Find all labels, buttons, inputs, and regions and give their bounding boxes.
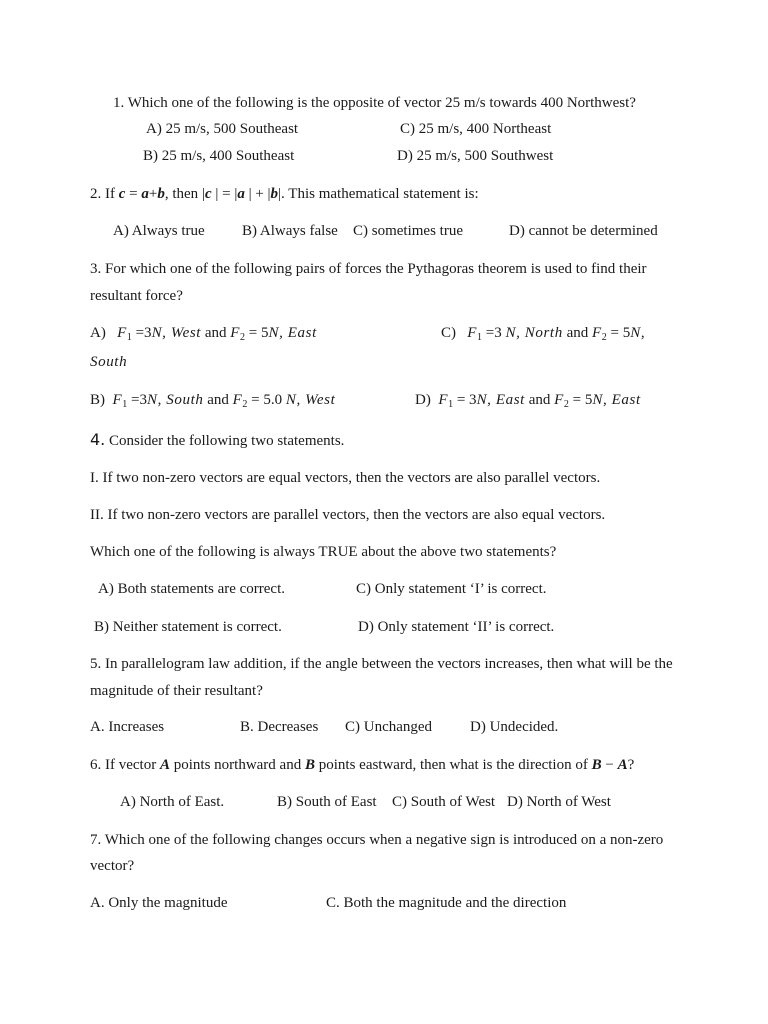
q3-option-c-continued: South — [90, 354, 128, 370]
q6-option-d: D) North of West — [507, 794, 611, 810]
q5-stem-line1: 5. In parallelogram law addition, if the angle between the vectors increases, then what will be the — [90, 656, 673, 672]
q4-question: Which one of the following is always TRUE about the above two statements? — [90, 544, 557, 560]
q5-stem-line2: magnitude of their resultant? — [90, 683, 263, 699]
q5-option-c: C) Unchanged — [345, 719, 433, 735]
q5-option-d: D) Undecided. — [470, 719, 559, 735]
q4-option-d: D) Only statement ‘II’ is correct. — [358, 619, 555, 635]
q4-option-b: B) Neither statement is correct. — [94, 619, 282, 635]
q4-statement-2: II. If two non-zero vectors are parallel vectors, then the vectors are also equal vectors. — [90, 507, 606, 523]
q3-stem-line1: 3. For which one of the following pairs of forces the Pythagoras theorem is used to find their — [90, 261, 647, 277]
q7-option-c: C. Both the magnitude and the direction — [326, 895, 567, 911]
q1-option-d: D) 25 m/s, 500 Southwest — [397, 148, 554, 164]
q3-stem-line2: resultant force? — [90, 288, 183, 304]
q2-option-b: B) Always false — [242, 223, 338, 239]
q2-option-a: A) Always true — [113, 223, 205, 239]
q2-option-c: C) sometimes true — [353, 223, 463, 239]
q6-option-b: B) South of East — [277, 794, 377, 810]
q2-stem: 2. If c = a+b, then |c | = |a | + |b|. This mathematical statement is: — [90, 186, 479, 202]
q7-stem-line2: vector? — [90, 858, 135, 874]
q5-option-a: A. Increases — [90, 719, 165, 735]
q3-option-d: D) $F_1 = 3N$, East and $F_2 = 5N$, East — [415, 392, 641, 410]
q1-option-b: B) 25 m/s, 400 Southeast — [143, 148, 295, 164]
q3-option-c: C) $F_1 =3$ N, North and $F_2 = 5N$, — [441, 325, 646, 343]
q7-stem-line1: 7. Which one of the following changes occurs when a negative sign is introduced on a non-zero — [90, 832, 664, 848]
q4-option-a: A) Both statements are correct. — [98, 581, 286, 597]
q3-option-b: B) $F_1 =3N$, South and $F_2 = 5.0$ N, West — [90, 392, 336, 410]
q6-option-a: A) North of East. — [120, 794, 225, 810]
q6-stem: 6. If vector A points northward and B points eastward, then what is the direction of B − A? — [90, 757, 635, 773]
q2-option-d: D) cannot be determined — [509, 223, 658, 239]
q1-option-c: C) 25 m/s, 400 Northeast — [400, 121, 552, 137]
q4-option-c: C) Only statement ‘I’ is correct. — [356, 581, 547, 597]
q3-option-a: A) $F_1 =3N$, West and $F_2 = 5N$, East — [90, 325, 317, 343]
q6-option-c: C) South of West — [392, 794, 496, 810]
q7-option-a: A. Only the magnitude — [90, 895, 228, 911]
q5-option-b: B. Decreases — [240, 719, 319, 735]
q1-stem: 1. Which one of the following is the opposite of vector 25 m/s towards 400 Northwest? — [113, 95, 636, 111]
q1-option-a: A) 25 m/s, 500 Southeast — [146, 121, 299, 137]
q4-stem: 4. Consider the following two statements. — [90, 430, 345, 449]
q4-statement-1: I. If two non-zero vectors are equal vectors, then the vectors are also parallel vectors. — [90, 470, 601, 486]
